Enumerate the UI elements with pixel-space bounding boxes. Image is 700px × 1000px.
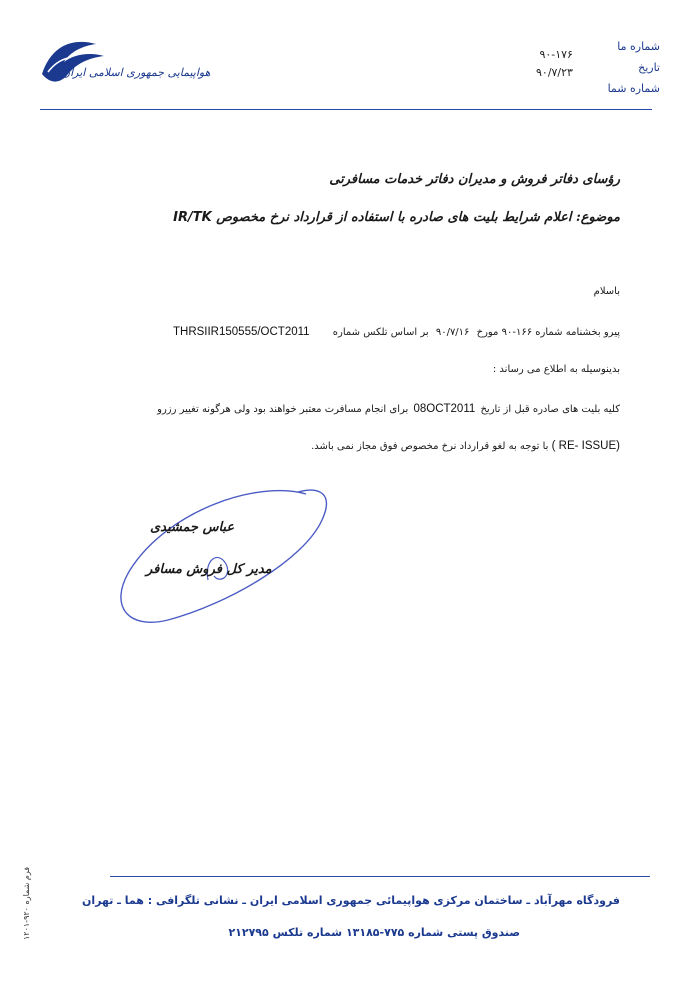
our-number-value: ۹۰-۱۷۶ (539, 48, 573, 61)
our-number-label: شماره ما (617, 40, 660, 53)
rule1-date: 08OCT2011 (413, 403, 476, 415)
airline-name: هواپیمایی جمهوری اسلامی ایران (62, 66, 211, 79)
paragraph-notice: بدینوسیله به اطلاع می رساند : (492, 364, 620, 375)
telex-reference: THRSIIR150555/OCT2011 (172, 326, 310, 338)
signatory-name: عباس جمشیدی (150, 520, 235, 535)
letter-subject (173, 210, 620, 225)
greeting: باسلام (593, 286, 620, 297)
subject-code: IR/TK (173, 210, 212, 225)
signatory-title: مدیر کل فروش مسافر (146, 562, 272, 577)
footer-po-box-telex: صندوق پستی شماره ۷۷۵-۱۳۱۸۵ شماره تلکس ۲۱۲۷۹۵ (228, 926, 520, 939)
date-label: تاریخ (638, 61, 660, 74)
date-value: ۹۰/۷/۲۳ (536, 66, 573, 79)
para1-start: پیرو بخشنامه شماره ۱۶۶-۹۰ مورخ (476, 327, 620, 338)
rule-line-1 (157, 403, 620, 415)
rule-line-2 (311, 440, 620, 452)
para1-date: ۹۰/۷/۱۶ (435, 327, 470, 338)
rule1-end: برای انجام مسافرت معتبر خواهند بود ولی هرگونه تغییر رزرو (157, 404, 409, 415)
footer-address: فرودگاه مهرآباد ـ ساختمان مرکزی هواپیمائی جمهوری اسلامی ایران ـ نشانی تلگرافی : هما ـ تهران (81, 894, 620, 907)
paragraph-reference (173, 326, 620, 338)
header-divider (40, 109, 652, 110)
rule1-start: کلیه بلیت های صادره قبل از تاریخ (480, 404, 620, 415)
rule2-text: با توجه به لغو قرارداد نرخ مخصوص فوق مجاز نمی باشد. (311, 441, 549, 452)
reissue-term: (RE- ISSUE ) (551, 440, 620, 452)
signature-scribble-icon (108, 480, 348, 640)
footer-divider (110, 876, 650, 877)
subject-text: موضوع: اعلام شرایط بلیت های صادره با استفاده از قرارداد نرخ مخصوص (216, 210, 620, 225)
homa-logo-icon (34, 34, 114, 94)
your-number-label: شماره شما (607, 82, 660, 95)
form-code: فرم شماره ۹۲۰-۱۲۰۱ (22, 866, 31, 940)
letter-meta-labels (608, 36, 660, 99)
para1-end: بر اساس تلکس شماره (332, 327, 429, 338)
letter-addressee: رؤسای دفاتر فروش و مدیران دفاتر خدمات مسافرتی (329, 172, 620, 187)
letter-meta-values (536, 46, 573, 82)
